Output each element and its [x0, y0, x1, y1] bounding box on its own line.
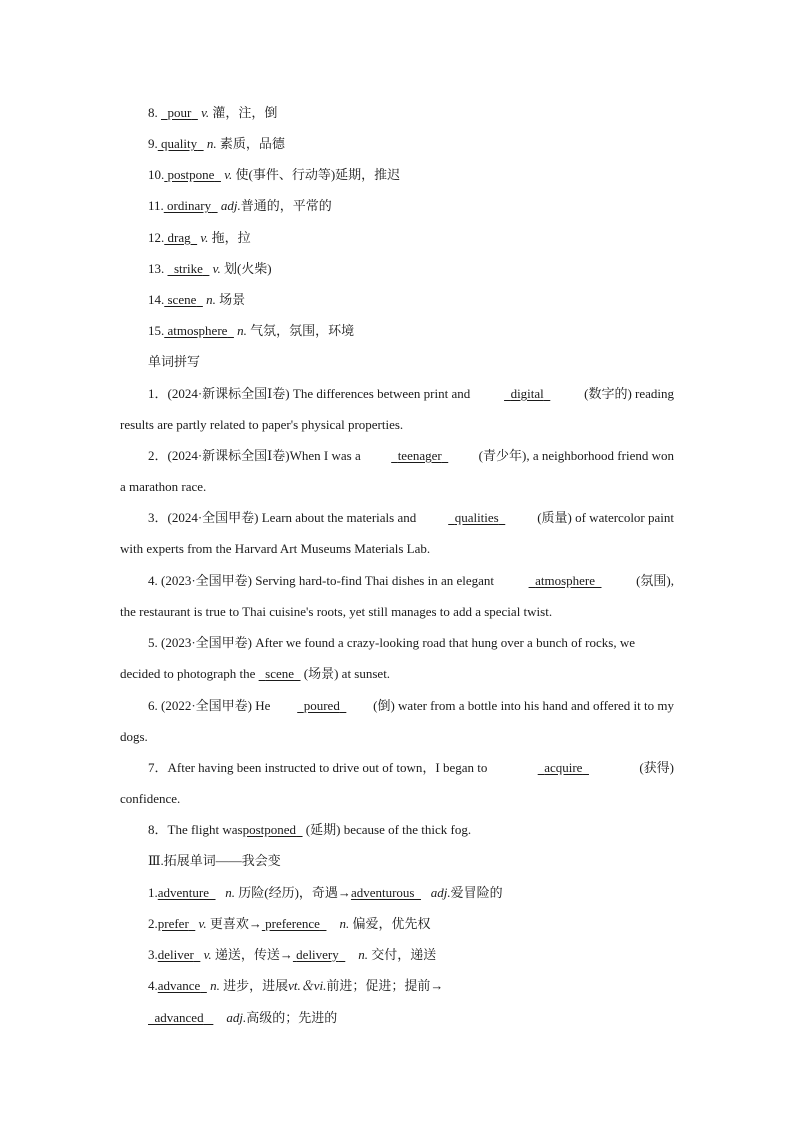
- item-number: 11.: [148, 198, 164, 213]
- answer-word: atmosphere: [167, 323, 228, 338]
- part-of-speech: n.: [358, 947, 369, 962]
- question-4: [148, 572, 674, 590]
- question-text: (青少年), a neighborhood friend won: [478, 448, 674, 463]
- part-of-speech: adj.: [220, 198, 241, 213]
- question-text: 4. (2023·全国甲卷) Serving hard-to-find Thai dishes in an elegant: [148, 573, 494, 588]
- question-2-cont: a marathon race.: [120, 479, 207, 494]
- part-of-speech: n.: [225, 885, 236, 900]
- answer-word: advance: [157, 978, 201, 993]
- question-3: [148, 509, 674, 527]
- answer-blank: atmosphere: [535, 573, 595, 588]
- meaning: 历险(经历)，奇遇→: [238, 885, 351, 900]
- meaning: 划(火柴): [223, 261, 272, 276]
- vocab-item: [148, 197, 332, 215]
- part-of-speech: v.: [200, 230, 209, 245]
- answer-blank: digital: [510, 386, 544, 401]
- question-6-cont: dogs.: [120, 729, 148, 744]
- answer-blank: acquire: [544, 760, 583, 775]
- vocab-item: [148, 166, 400, 184]
- meaning: 场景: [219, 292, 246, 307]
- expand-item-1: [148, 884, 503, 902]
- question-text: (延期) because of the thick fog.: [305, 822, 472, 837]
- part-of-speech: v.: [224, 167, 233, 182]
- vocab-item: [148, 322, 354, 340]
- answer-word: adventurous: [350, 885, 415, 900]
- answer-word: scene: [167, 292, 197, 307]
- item-number: 12.: [148, 230, 165, 245]
- part-of-speech: n.: [237, 323, 247, 338]
- expand-item-3: [148, 946, 436, 964]
- part-of-speech: n.: [210, 978, 220, 993]
- expand-item-2: [148, 915, 430, 933]
- part-of-speech: v.: [212, 261, 221, 276]
- meaning: 进步，进展: [223, 978, 289, 993]
- expand-item-4-cont: [148, 1009, 337, 1027]
- meaning: 普通的，平常的: [240, 198, 332, 213]
- part-of-speech: n.: [206, 292, 216, 307]
- vocab-item: [148, 291, 245, 309]
- meaning: 递送，传送→: [214, 947, 293, 962]
- vocab-item: [148, 104, 277, 122]
- part-of-speech: v.: [198, 916, 207, 931]
- answer-blank: poured: [303, 698, 340, 713]
- item-number: 4.: [148, 978, 158, 993]
- meaning: 偏爱，优先权: [352, 916, 431, 931]
- question-text: 3．(2024·全国甲卷) Learn about the materials and: [148, 510, 417, 525]
- question-7: [148, 759, 674, 777]
- expand-item-4: [148, 977, 443, 995]
- vocab-item: [148, 229, 251, 247]
- answer-word: drag: [167, 230, 191, 245]
- meaning: 灌，注，倒: [212, 105, 278, 120]
- answer-word: adventure: [157, 885, 210, 900]
- item-number: 15.: [148, 323, 165, 338]
- question-7-cont: confidence.: [120, 791, 181, 806]
- answer-blank: teenager: [397, 448, 442, 463]
- question-3-cont: with experts from the Harvard Art Museums Materials Lab.: [120, 541, 431, 556]
- meaning: 更喜欢→: [209, 916, 262, 931]
- question-text: 8．The flight was: [148, 822, 243, 837]
- question-text: 2．(2024·新课标全国Ⅰ卷)When I was a: [148, 448, 361, 463]
- item-number: 13.: [148, 261, 165, 276]
- question-text: 6. (2022·全国甲卷) He: [148, 698, 271, 713]
- item-number: 2.: [148, 916, 158, 931]
- question-text: (质量) of watercolor paint: [537, 510, 674, 525]
- section-heading: 单词拼写: [148, 354, 201, 369]
- answer-word: advanced: [154, 1010, 204, 1025]
- question-1-cont: results are partly related to paper's physical properties.: [120, 417, 404, 432]
- part-of-speech: adj.: [430, 885, 451, 900]
- section-heading: Ⅲ.拓展单词——我会变: [148, 853, 281, 868]
- question-text: 1．(2024·新课标全国Ⅰ卷) The differences between print and: [148, 386, 471, 401]
- question-2: [148, 447, 674, 465]
- question-6: [148, 697, 674, 715]
- item-number: 14.: [148, 292, 165, 307]
- item-number: 8.: [148, 105, 158, 120]
- part-of-speech: v.: [201, 105, 210, 120]
- answer-word: strike: [174, 261, 203, 276]
- meaning: 使(事件、行动等)延期，推迟: [235, 167, 401, 182]
- answer-word: deliver: [157, 947, 194, 962]
- answer-word: preference: [265, 916, 320, 931]
- question-text: (获得): [639, 760, 674, 775]
- question-text: (数字的) reading: [584, 386, 674, 401]
- question-8: [148, 821, 471, 839]
- answer-word: prefer: [157, 916, 189, 931]
- part-of-speech: n.: [339, 916, 350, 931]
- vocab-item: [148, 260, 272, 278]
- question-4-cont: the restaurant is true to Thai cuisine's roots, yet still manages to add a special twist.: [120, 604, 553, 619]
- question-text: (倒) water from a bottle into his hand and offered it to my: [373, 698, 674, 713]
- answer-word: ordinary: [167, 198, 212, 213]
- meaning: 爱冒险的: [450, 885, 503, 900]
- item-number: 10.: [148, 167, 165, 182]
- part-of-speech: n.: [206, 136, 217, 151]
- answer-word: delivery: [296, 947, 339, 962]
- item-number: 1.: [148, 885, 158, 900]
- answer-blank: scene: [265, 666, 295, 681]
- question-text: 7．After having been instructed to drive out of town，I began to: [148, 760, 488, 775]
- question-text: (场景) at sunset.: [303, 666, 391, 681]
- meaning: 素质，品德: [219, 136, 285, 151]
- meaning: 前进；促进；提前→: [326, 978, 444, 993]
- meaning: 交付，递送: [371, 947, 437, 962]
- item-number: 3.: [148, 947, 158, 962]
- question-1: [148, 385, 674, 403]
- answer-word: quality: [161, 136, 198, 151]
- meaning: 高级的；先进的: [246, 1010, 338, 1025]
- meaning: 气氛，氛围，环境: [250, 323, 355, 338]
- answer-blank: postponed: [242, 822, 297, 837]
- vocab-item: [148, 135, 285, 153]
- question-5: 5. (2023·全国甲卷) After we found a crazy-looking road that hung over a bunch of rocks, we: [148, 635, 635, 650]
- part-of-speech: vt.＆vi.: [288, 978, 327, 993]
- question-text: (氛围),: [636, 573, 674, 588]
- item-number: 9.: [148, 136, 158, 151]
- meaning: 拖，拉: [211, 230, 251, 245]
- answer-blank: qualities: [454, 510, 499, 525]
- answer-word: postpone: [167, 167, 215, 182]
- part-of-speech: adj.: [226, 1010, 247, 1025]
- question-5-cont: [120, 665, 390, 683]
- answer-word: pour: [167, 105, 192, 120]
- part-of-speech: v.: [203, 947, 212, 962]
- question-text: decided to photograph the: [120, 666, 256, 681]
